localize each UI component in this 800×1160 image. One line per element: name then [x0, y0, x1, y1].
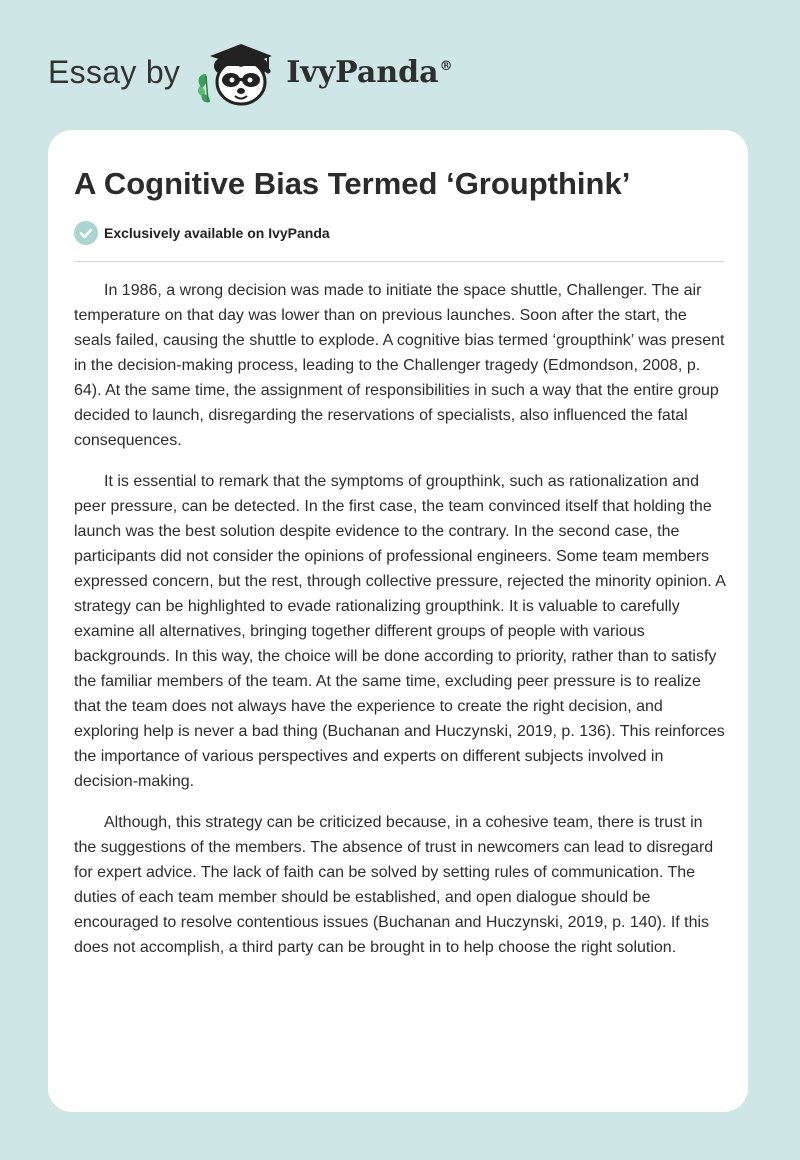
paragraph-1: In 1986, a wrong decision was made to initiate the space shuttle, Challenger. The air temperature on that day was lower than on previous launches. Soon after the start, the seals failed, causing the shuttle to explode. A cognitive bias termed ‘groupthink’ was present in the decision-making process, leading to the Challenger tragedy (Edmondson, 2008, p. 64). At the same time, the assignment of responsibilities in such a way that the entire group decided to launch, disregarding the reservations of specialists, also influenced the fatal consequences.: [74, 282, 725, 449]
exclusive-badge: [74, 221, 330, 245]
essay-by-label: Essay by: [48, 53, 181, 90]
title-divider: [74, 261, 724, 262]
brand-name-text: IvyPanda: [286, 54, 439, 90]
paragraph-2: It is essential to remark that the symptoms of groupthink, such as rationalization and peer pressure, can be detected. In the first case, the team convinced itself that holding the launch was the best solution despite evidence to the contrary. In the second case, the participants did not consider the opinions of professional engineers. Some team members expressed concern, but the rest, through collective pressure, rejected the minority opinion. A strategy can be highlighted to evade rationalizing groupthink. It is valuable to carefully examine all alternatives, bringing together different groups of people with various backgrounds. In this way, the choice will be done according to priority, rather than to satisfy the familiar members of the team. At the same time, excluding peer pressure is to realize that the team does not always have the experience to create the right decision, and exploring help is never a bad thing (Buchanan and Huczynski, 2019, p. 136). This reinforces the importance of various perspectives and experts on different subjects involved in decision-making.: [74, 473, 726, 790]
check-circle-icon: [74, 221, 98, 245]
site-header: [48, 36, 453, 108]
registered-mark: ®: [439, 58, 453, 74]
essay-body: [74, 278, 726, 976]
panda-logo-icon[interactable]: [194, 36, 282, 108]
essay-title: A Cognitive Bias Termed ‘Groupthink’: [74, 166, 631, 201]
brand-name[interactable]: [286, 55, 452, 90]
exclusive-badge-text: Exclusively available on IvyPanda: [104, 225, 330, 241]
essay-card: [48, 130, 748, 1112]
paragraph-3: Although, this strategy can be criticized because, in a cohesive team, there is trust in the suggestions of the members. The absence of trust in newcomers can lead to disregard for expert advice. The lack of faith can be solved by setting rules of communication. The duties of each team member should be established, and open dialogue should be encouraged to resolve contentious issues (Buchanan and Huczynski, 2019, p. 140). If this does not accomplish, a third party can be brought in to help choose the right solution.: [74, 814, 714, 956]
